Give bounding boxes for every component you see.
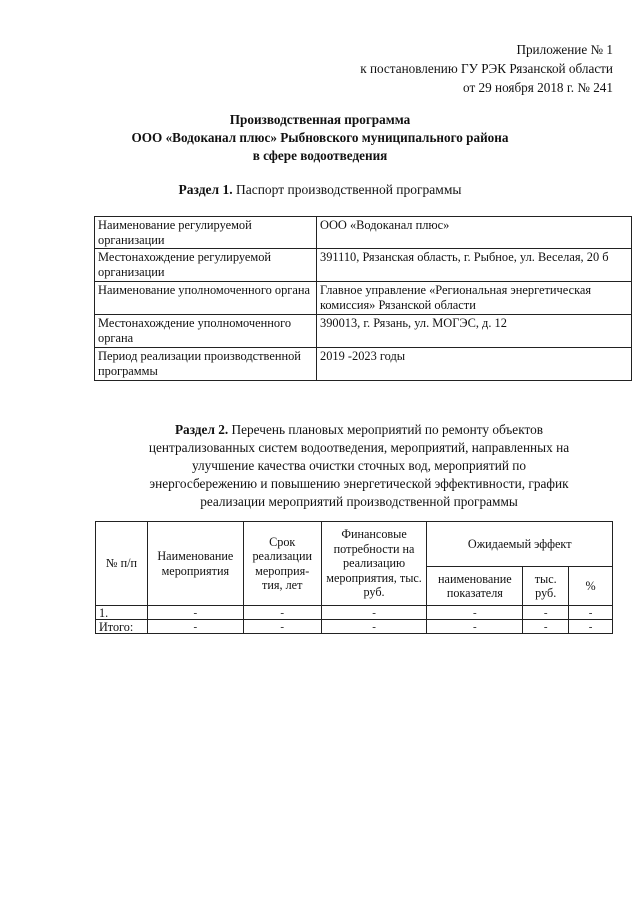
section-2-line-5: реализации мероприятий производственной программы (200, 494, 518, 509)
passport-key: Местонахождение уполномоченного органа (95, 315, 317, 348)
passport-key: Наименование уполномоченного органа (95, 282, 317, 315)
section-2-line-3: улучшение качества очистки сточных вод, мероприятий по (191, 458, 527, 473)
passport-key: Наименование регулируемой организации (95, 217, 317, 249)
cell-effect-indicator: - (427, 606, 523, 620)
header-effect-thousand-rub: тыс. руб. (523, 567, 569, 606)
cell-term: - (243, 606, 321, 620)
header-finance: Финансовые потребности на реализацию мероприятия, тыс. руб. (321, 522, 427, 606)
appendix-line-2: к постановлению ГУ РЭК Рязанской области (360, 61, 613, 76)
section-2-line-2: централизованных систем водоотведения, мероприятий, направленных на (148, 440, 570, 455)
cell-finance: - (321, 606, 427, 620)
header-term: Срок реализации мероприя-тия, лет (243, 522, 321, 606)
cell-effect-percent: - (569, 620, 613, 634)
passport-key: Период реализации производственной программы (95, 348, 317, 381)
passport-value: Главное управление «Региональная энергетическая комиссия» Рязанской области (317, 282, 632, 315)
section-2-label: Раздел 2. (174, 422, 229, 437)
passport-row (95, 217, 632, 249)
table-header-row (96, 522, 613, 567)
passport-value: 391110, Рязанская область, г. Рыбное, ул. Веселая, 20 б (317, 249, 632, 282)
header-effect-indicator: наименование показателя (427, 567, 523, 606)
passport-row (95, 315, 632, 348)
passport-value: 2019 -2023 годы (317, 348, 632, 381)
cell-finance: - (321, 620, 427, 634)
passport-value: 390013, г. Рязань, ул. МОГЭС, д. 12 (317, 315, 632, 348)
cell-term: - (243, 620, 321, 634)
activities-table (95, 521, 613, 634)
section-1-heading (0, 182, 640, 198)
cell-effect-thousand-rub: - (523, 606, 569, 620)
cell-effect-percent: - (569, 606, 613, 620)
passport-row (95, 282, 632, 315)
header-num: № п/п (96, 522, 148, 606)
passport-value: ООО «Водоканал плюс» (317, 217, 632, 249)
appendix-line-3: от 29 ноября 2018 г. № 241 (463, 80, 613, 95)
header-activity-name: Наименование мероприятия (147, 522, 243, 606)
passport-key: Местонахождение регулируемой организации (95, 249, 317, 282)
cell-activity-name: - (147, 606, 243, 620)
table-total-row (96, 620, 613, 634)
title-line-1: Производственная программа (229, 112, 411, 127)
header-expected-effect: Ожидаемый эффект (427, 522, 613, 567)
passport-table (94, 216, 632, 381)
table-row (96, 606, 613, 620)
section-1-text: Паспорт производственной программы (232, 182, 462, 197)
section-1-label: Раздел 1. (178, 182, 233, 197)
appendix-line-1: Приложение № 1 (516, 42, 613, 57)
section-2-line-4: энергосбережению и повышению энергетической эффективности, график (149, 476, 569, 491)
cell-activity-name: - (147, 620, 243, 634)
header-effect-percent: % (569, 567, 613, 606)
title-line-2: ООО «Водоканал плюс» Рыбновского муниципального района (131, 130, 509, 145)
passport-row (95, 249, 632, 282)
appendix-note (360, 40, 613, 97)
cell-effect-thousand-rub: - (523, 620, 569, 634)
cell-effect-indicator: - (427, 620, 523, 634)
title-line-3: в сфере водоотведения (252, 148, 388, 163)
document-title (0, 111, 640, 165)
cell-total-label: Итого: (96, 620, 148, 634)
section-2-heading (86, 421, 632, 511)
passport-row (95, 348, 632, 381)
section-2-line-1: Перечень плановых мероприятий по ремонту объектов (228, 422, 544, 437)
cell-num: 1. (96, 606, 148, 620)
